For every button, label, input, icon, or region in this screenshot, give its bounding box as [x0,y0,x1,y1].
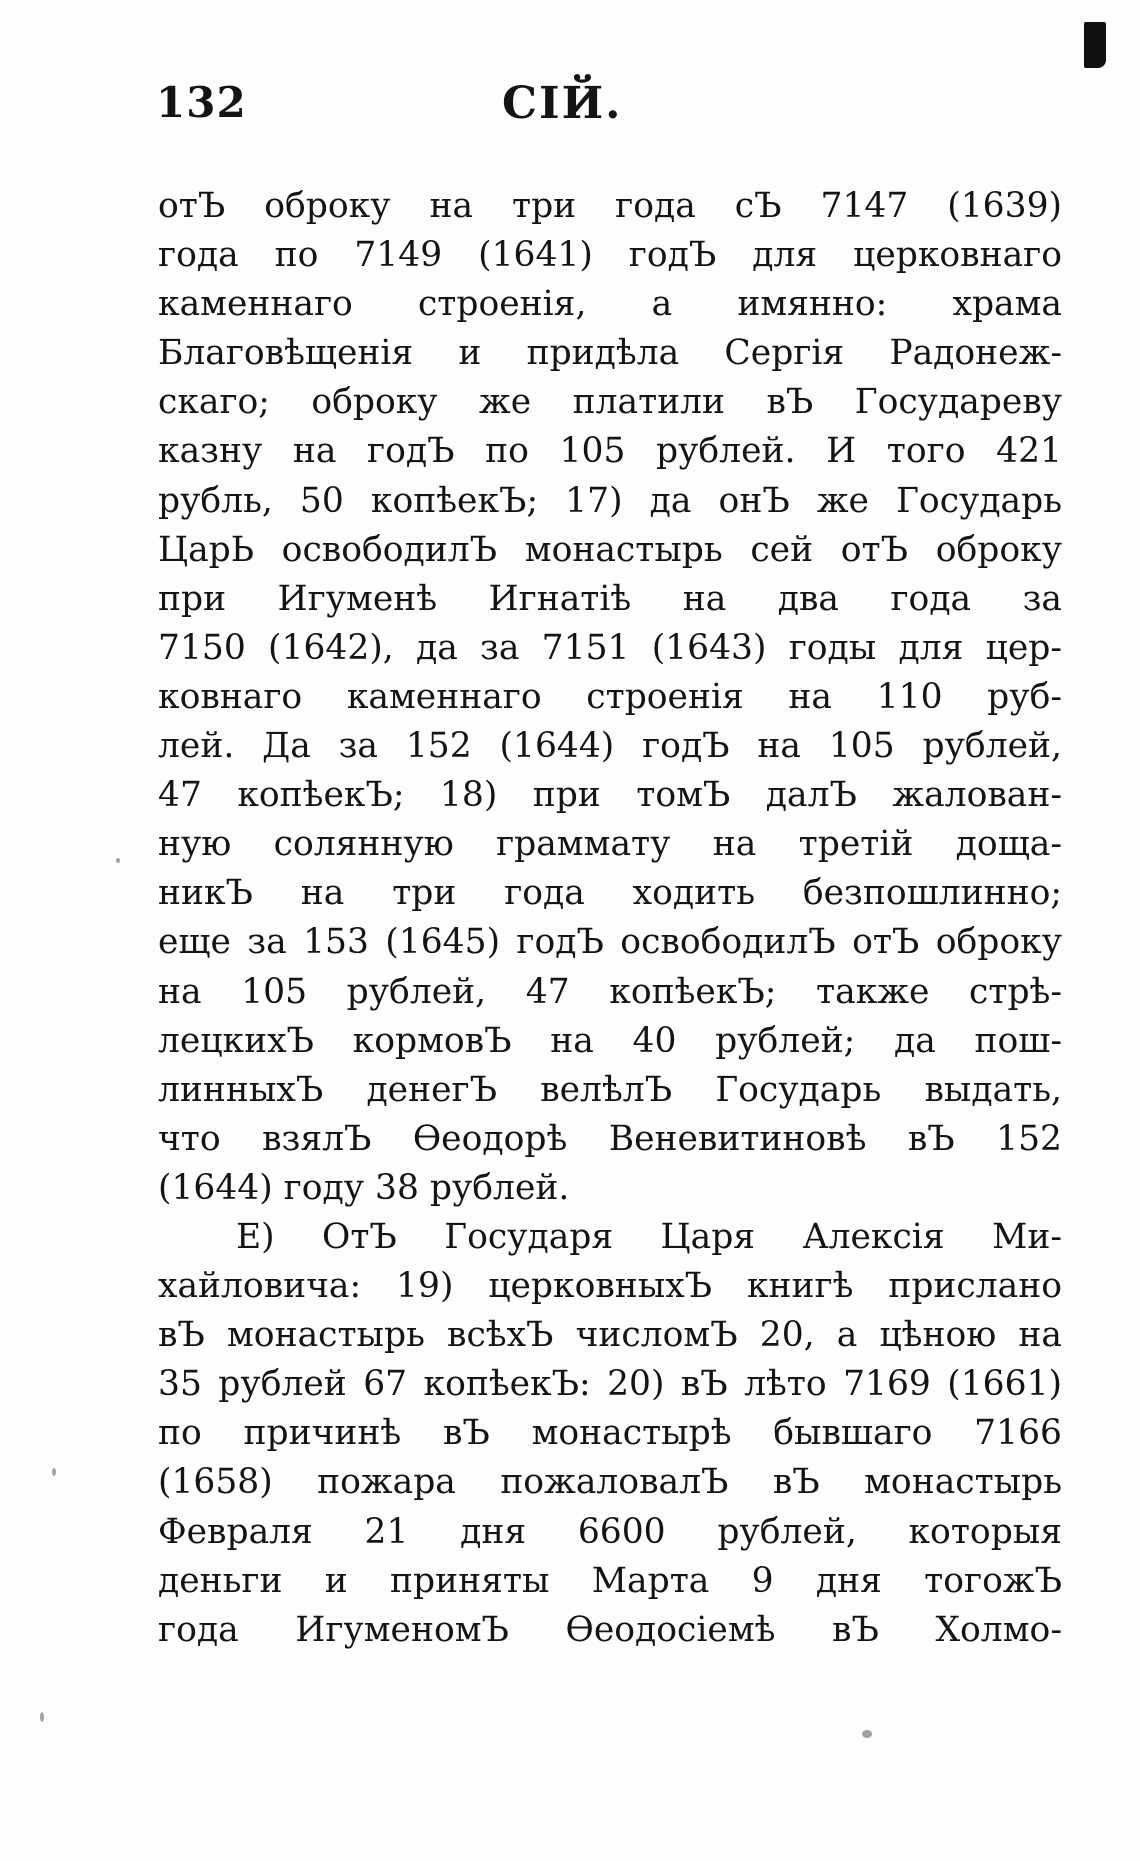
ink-speck-icon [52,1468,56,1476]
text-line: лей. Да за 152 (1644) годЪ на 105 рублей, [158,726,1062,767]
text-line: что взялЪ Өеодорѣ Веневитиновѣ вЪ 152 [158,1118,1062,1159]
text-line: еще за 153 (1645) годЪ освободилЪ отЪ оброку [158,922,1062,963]
text-line: рубль, 50 копѣекЪ; 17) да онЪ же Государь [158,480,1062,521]
text-line: Февраля 21 дня 6600 рублей, которыя [158,1511,1062,1552]
corner-ink-mark-icon [1084,22,1106,68]
ink-speck-icon [862,1730,872,1738]
text-line: ковнаго каменнаго строенія на 110 руб- [158,676,1062,717]
text-line: на 105 рублей, 47 копѣекЪ; также стрѣ- [158,971,1062,1012]
text-line: скаго; оброку же платили вЪ Государеву [158,382,1062,423]
text-line: по причинѣ вЪ монастырѣ бывшаго 7166 [158,1413,1062,1454]
ink-speck-icon [116,858,120,863]
text-line: при Игуменѣ Игнатіѣ на два года за [158,578,1062,619]
text-line: 7150 (1642), да за 7151 (1643) годы для цер- [158,627,1062,668]
text-line: вЪ монастырь всѣхЪ числомЪ 20, а цѣною на [158,1315,1062,1356]
text-line: года по 7149 (1641) годЪ для церковнаго [158,235,1062,276]
text-line: (1644) году 38 рублей. [158,1167,570,1208]
page-header [150,78,950,148]
text-line: казну на годЪ по 105 рублей. И того 421 [158,431,1062,472]
text-line: линныхЪ денегЪ велѣлЪ Государь выдать, [158,1069,1062,1110]
text-line: хайловича: 19) церковныхЪ книгѣ прислано [158,1266,1062,1307]
text-line: Благовѣщенія и придѣла Сергія Радонеж- [158,333,1062,374]
running-head: СІЙ. [502,78,623,129]
text-line: деньги и приняты Марта 9 дня тогожЪ [158,1560,1062,1601]
text-line: (1658) пожара пожаловалЪ вЪ монастырь [158,1462,1062,1503]
ink-speck-icon [40,1712,44,1722]
text-line: 47 копѣекЪ; 18) при томЪ далЪ жалован- [158,775,1062,816]
text-line: каменнаго строенія, а имянно: храма [158,284,1062,325]
text-line: 35 рублей 67 копѣекЪ: 20) вЪ лѣто 7169 (1661) [158,1364,1062,1405]
text-line: никЪ на три года ходить безпошлинно; [158,873,1062,914]
text-line: ЦарЬ освободилЪ монастырь сей отЪ оброку [158,529,1062,570]
page-number: 132 [156,78,247,127]
body-text [158,182,1062,1655]
text-line: отЪ оброку на три года сЪ 7147 (1639) [158,186,1062,226]
text-line: года ИгуменомЪ Өеодосіемѣ вЪ Холмо- [158,1609,1062,1650]
text-line: лецкихЪ кормовЪ на 40 рублей; да пош- [158,1020,1062,1061]
text-line-paragraph-start: Е) ОтЪ Государя Царя Алексія Ми- [236,1216,1062,1257]
text-line: ную солянную граммату на третій доща- [158,824,1062,865]
